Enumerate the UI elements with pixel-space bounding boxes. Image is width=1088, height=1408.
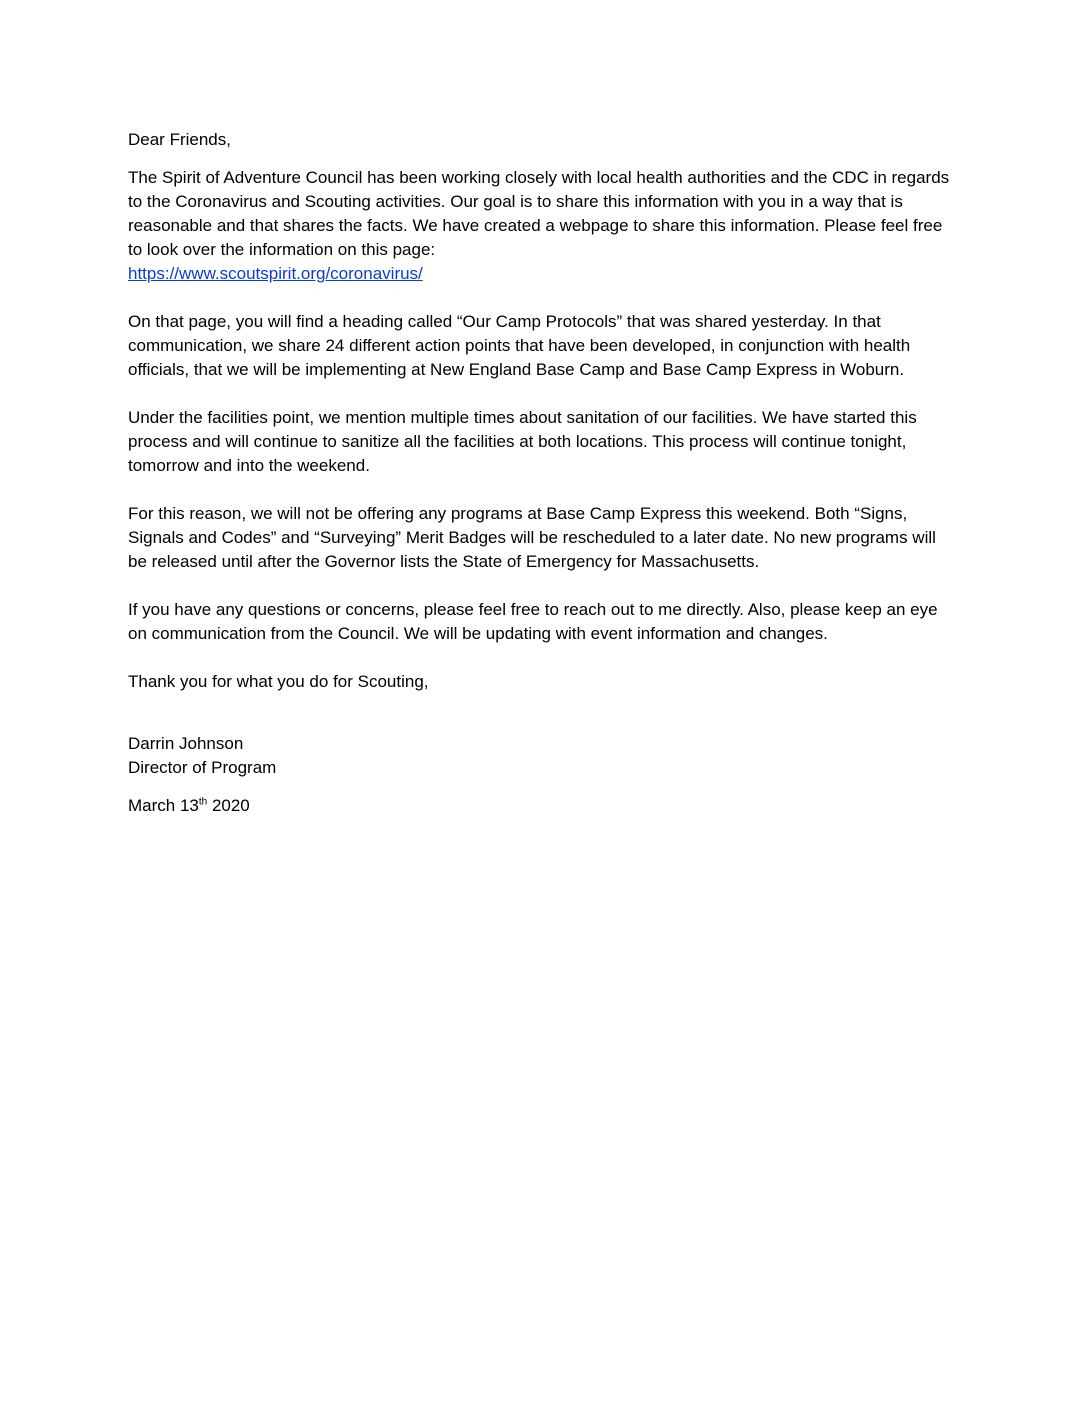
date-ordinal-suffix: th bbox=[198, 796, 208, 808]
signature-title: Director of Program bbox=[128, 758, 277, 777]
coronavirus-page-link[interactable]: https://www.scoutspirit.org/coronavirus/ bbox=[128, 264, 423, 283]
letter-body bbox=[128, 128, 958, 818]
paragraph-camp-protocols: On that page, you will find a heading called “Our Camp Protocols” that was shared yesterday. In that communication, we share 24 different action points that have been developed, in conjunction with health officials, that we will be implementing at New England Base Camp and Base Camp Express in Woburn. bbox=[128, 312, 911, 379]
salutation: Dear Friends, bbox=[128, 130, 231, 149]
signature-name: Darrin Johnson bbox=[128, 734, 244, 753]
date-year: 2020 bbox=[207, 796, 250, 815]
paragraph-facilities: Under the facilities point, we mention multiple times about sanitation of our facilities. We have started this process and will continue to sanitize all the facilities at both locations. This process will continue tonight, tomorrow and into the weekend. bbox=[128, 408, 917, 475]
paragraph-programs: For this reason, we will not be offering any programs at Base Camp Express this weekend. Both “Signs, Signals and Codes” and “Surveying” Merit Badges will be rescheduled to a later date. No new programs will be released until after the Governor lists the State of Emergency for Massachusetts. bbox=[128, 504, 936, 571]
paragraph-questions: If you have any questions or concerns, please feel free to reach out to me directly. Also, please keep an eye on communication from the Council. We will be updating with event information and changes. bbox=[128, 600, 938, 643]
date-month-day: March 13 bbox=[128, 796, 199, 815]
closing-line: Thank you for what you do for Scouting, bbox=[128, 672, 429, 691]
paragraph-webpage-text: The Spirit of Adventure Council has been working closely with local health authorities and the CDC in regards to the Coronavirus and Scouting activities. Our goal is to share this information with you in a way that is reasonable and that shares the facts. We have created a webpage to share this information. Please feel free to look over the information on this page: bbox=[128, 168, 950, 259]
paragraph-webpage bbox=[128, 166, 958, 286]
letter-date bbox=[128, 794, 958, 818]
